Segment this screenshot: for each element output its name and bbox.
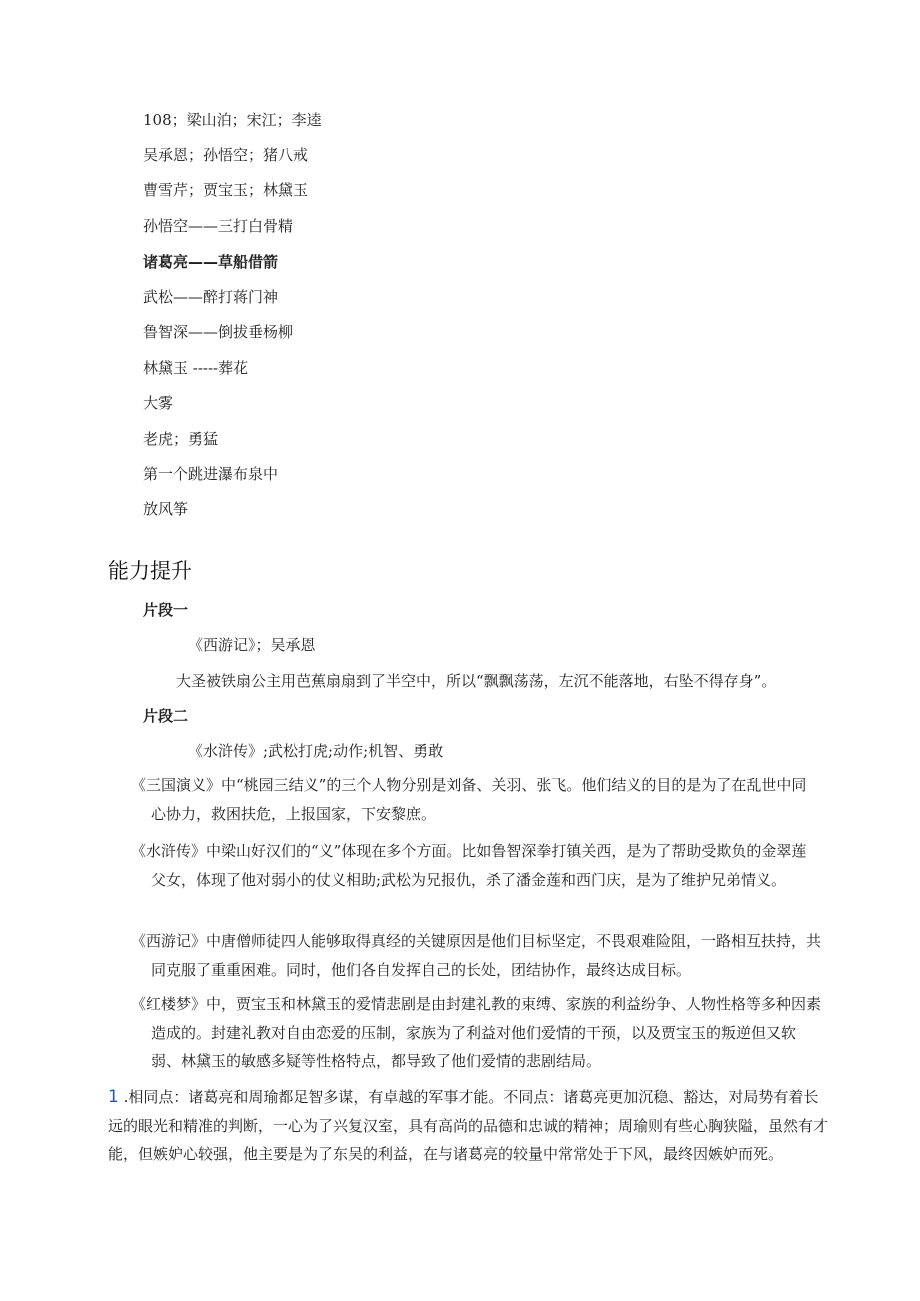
answer-line-9: 大雾: [143, 394, 174, 412]
answer-line-7: 鲁智深——倒拔垂杨柳: [143, 323, 294, 341]
answer-line-10: 老虎；勇猛: [143, 430, 219, 448]
answer-line-8: 林黛玉 -----葬花: [143, 359, 249, 377]
section-heading: 能力提升: [108, 559, 192, 583]
fragment-1-line-2: 大圣被铁扇公主用芭蕉扇扇到了半空中，所以“飘飘荡荡，左沉不能落地，右坠不得存身”。: [176, 672, 777, 690]
paragraph-xiyou: [131, 927, 821, 984]
paragraph-shuihu: [131, 837, 821, 894]
fragment-1-title: 片段一: [143, 601, 189, 619]
answer-line-12: 放风筝: [143, 500, 189, 518]
numbered-answer: [108, 1083, 828, 1169]
paragraph-xiyou-text: 《西游记》中唐僧师徒四人能够取得真经的关键原因是他们目标坚定，不畏艰难险阻，一路相互扶持，共同克服了重重困难。同时，他们各自发挥自己的长处，团结协作，最终达成目标。: [131, 932, 822, 979]
fragment-2-title: 片段二: [143, 707, 189, 725]
paragraph-honglou: [131, 990, 821, 1076]
answer-line-5: 诸葛亮——草船借箭: [143, 253, 279, 271]
fragment-2-line-1: 《水浒传》;武松打虎;动作;机智、勇敢: [188, 742, 444, 760]
answer-line-1: 108；梁山泊；宋江；李逵: [143, 111, 322, 129]
paragraph-sanguo-text: 《三国演义》中“桃园三结义”的三个人物分别是刘备、关羽、张飞。他们结义的目的是为了在乱世中同心协力，救困扶危，上报国家，下安黎庶。: [131, 776, 807, 823]
paragraph-shuihu-text: 《水浒传》中梁山好汉们的“义”体现在多个方面。比如鲁智深拳打镇关西，是为了帮助受欺负的金翠莲父女，体现了他对弱小的仗义相助;武松为兄报仇，杀了潘金莲和西门庆，是为了维护兄弟情义。: [131, 842, 807, 889]
answer-line-11: 第一个跳进瀑布泉中: [143, 465, 279, 483]
answer-line-2: 吴承恩；孙悟空；猪八戒: [143, 146, 309, 164]
numbered-answer-number: 1: [108, 1087, 119, 1107]
answer-line-6: 武松——醉打蒋门神: [143, 288, 279, 306]
paragraph-honglou-text: 《红楼梦》中，贾宝玉和林黛玉的爱情悲剧是由封建礼教的束缚、家族的利益纷争、人物性格等多种因素造成的。封建礼教对自由恋爱的压制，家族为了利益对他们爱情的干预，以及贾宝玉的叛逆但又软弱、林黛玉的敏感多疑等性格特点，都导致了他们爱情的悲剧结局。: [131, 995, 822, 1070]
answer-line-3: 曹雪芹；贾宝玉；林黛玉: [143, 181, 309, 199]
paragraph-sanguo: [131, 771, 821, 828]
fragment-1-line-1: 《西游记》；吴承恩: [188, 636, 316, 654]
numbered-answer-text: .相同点：诸葛亮和周瑜都足智多谋，有卓越的军事才能。不同点：诸葛亮更加沉稳、豁达，对局势有着长远的眼光和精准的判断，一心为了兴复汉室，具有高尚的品德和忠诚的精神；周瑜则有些心胸狭隘，虽然有才能，但嫉妒心较强，他主要是为了东吴的利益，在与诸葛亮的较量中常常处于下风，最终因嫉妒而死。: [108, 1088, 829, 1163]
answer-line-4: 孙悟空——三打白骨精: [143, 217, 294, 235]
